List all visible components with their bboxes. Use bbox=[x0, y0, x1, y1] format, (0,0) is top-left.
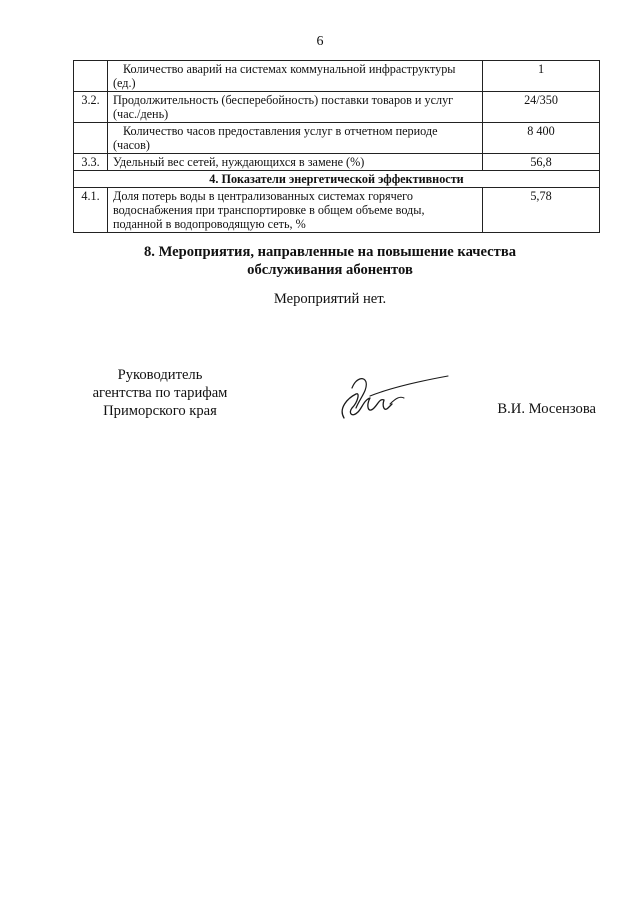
indicator-label-cell: Количество аварий на системах коммунальной инфраструктуры (ед.) bbox=[108, 61, 483, 92]
table-row bbox=[74, 61, 600, 92]
row-number-cell: 3.2. bbox=[74, 92, 108, 123]
signer-title bbox=[60, 366, 260, 420]
row-number-cell: 3.3. bbox=[74, 154, 108, 171]
row-number-cell bbox=[74, 61, 108, 92]
table-row bbox=[74, 92, 600, 123]
section-8-title bbox=[60, 243, 600, 279]
section-8-body: Мероприятий нет. bbox=[273, 291, 387, 307]
handwritten-signature bbox=[330, 368, 460, 428]
indicator-value-cell: 24/350 bbox=[483, 92, 600, 123]
indicator-value-cell: 56,8 bbox=[483, 154, 600, 171]
indicator-label-cell: Доля потерь воды в централизованных системах горячего водоснабжения при транспортировке в общем объеме воды, поданной в водопроводящую сеть, % bbox=[108, 188, 483, 233]
table-row bbox=[74, 154, 600, 171]
indicator-value-cell: 8 400 bbox=[483, 123, 600, 154]
indicator-label-cell: Удельный вес сетей, нуждающихся в замене (%) bbox=[108, 154, 483, 171]
indicator-value-cell: 1 bbox=[483, 61, 600, 92]
section-header-cell: 4. Показатели энергетической эффективности bbox=[74, 171, 600, 188]
signer-title-line-2: агентства по тарифам bbox=[92, 385, 228, 401]
signer-title-line-3: Приморского края bbox=[103, 403, 217, 419]
table-row bbox=[74, 188, 600, 233]
table-section-row bbox=[74, 171, 600, 188]
indicators-table-body bbox=[74, 61, 600, 233]
indicator-label-cell: Количество часов предоставления услуг в отчетном периоде (часов) bbox=[108, 123, 483, 154]
indicator-value-cell: 5,78 bbox=[483, 188, 600, 233]
table-row bbox=[74, 123, 600, 154]
signer-title-line-1: Руководитель bbox=[117, 367, 203, 383]
indicator-label-cell: Продолжительность (бесперебойность) поставки товаров и услуг (час./день) bbox=[108, 92, 483, 123]
section-8-title-line-2: обслуживания абонентов bbox=[247, 262, 413, 278]
row-number-cell bbox=[74, 123, 108, 154]
page-number: 6 bbox=[316, 34, 324, 49]
indicators-table bbox=[73, 60, 600, 233]
section-8-title-line-1: 8. Мероприятия, направленные на повышение качества bbox=[143, 244, 516, 260]
signer-name: В.И. Мосензова bbox=[497, 401, 596, 417]
row-number-cell: 4.1. bbox=[74, 188, 108, 233]
